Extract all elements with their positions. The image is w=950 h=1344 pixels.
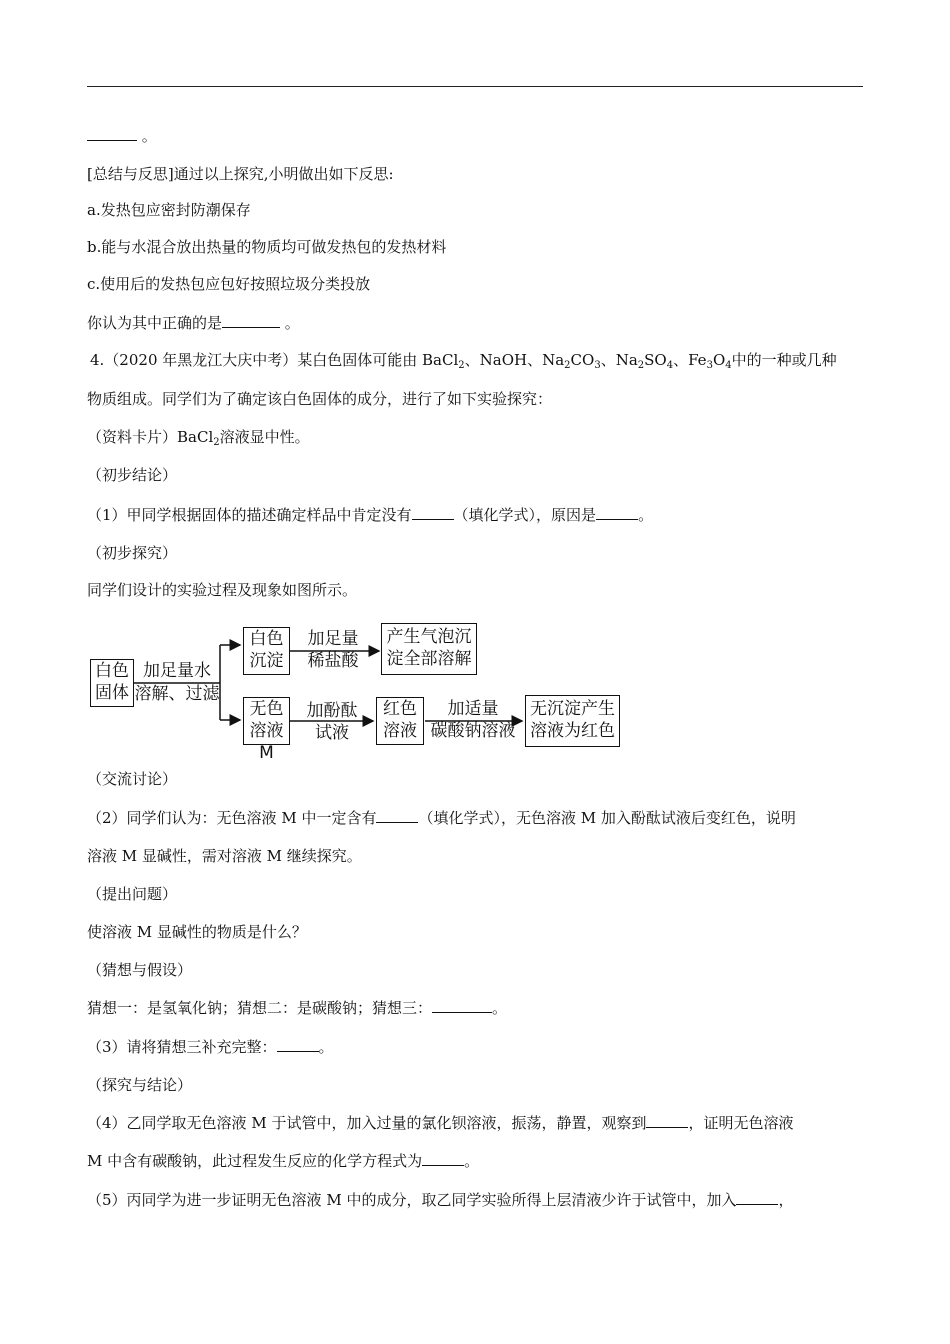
white-precipitate-box: 白色 沉淀	[243, 627, 290, 675]
part-5: （5）丙同学为进一步证明无色溶液 M 中的成分，取乙同学实验所得上层清液少许于试管中，加入 ，	[87, 1191, 794, 1209]
add-acid-label: 加足量 稀盐酸	[307, 629, 359, 671]
answer-blank[interactable]	[432, 998, 492, 1013]
answer-blank[interactable]	[412, 505, 454, 520]
question-4-line2: 物质组成。同学们为了确定该白色固体的成分，进行了如下实验探究：	[87, 390, 553, 408]
answer-blank[interactable]	[277, 1037, 319, 1052]
solution-m-box: 无色 溶液M	[243, 697, 290, 745]
part-4: （4）乙同学取无色溶液 M 于试管中，加入过量的氯化钡溶液，振荡，静置，观察到 ，证明无色溶液	[87, 1114, 794, 1132]
prelim-conclusion-heading: （初步结论）	[87, 466, 178, 484]
discussion-heading: （交流讨论）	[87, 770, 178, 788]
info-card: （资料卡片）BaCl$_2$溶液显中性。	[87, 428, 310, 448]
start-box: 白色 固体	[90, 659, 134, 707]
add-phenolphthalein-label: 加酚酞 试液	[306, 701, 358, 743]
option-c: c.使用后的发热包应包好按照垃圾分类投放	[87, 275, 371, 293]
result-red-box: 无沉淀产生 溶液为红色	[525, 695, 620, 747]
answer-line: 你认为其中正确的是 。	[87, 314, 300, 332]
answer-blank[interactable]	[376, 808, 418, 823]
question-4: 4.（2020 年黑龙江大庆中考）某白色固体可能由 BaCl$_2$、NaOH、$Na_2CO_3$、$Na_2SO_4$、$Fe_3O_4$中的一种或几种	[90, 351, 837, 371]
answer-blank[interactable]	[222, 313, 280, 328]
question-heading: （提出问题）	[87, 885, 178, 903]
header-rule	[87, 86, 863, 87]
red-solution-box: 红色 溶液	[376, 697, 424, 745]
experiment-flowchart	[90, 620, 630, 763]
answer-blank[interactable]	[87, 126, 137, 141]
part-2-line2: 溶液 M 显碱性，需对溶液 M 继续探究。	[87, 847, 362, 865]
summary-heading: [总结与反思]通过以上探究,小明做出如下反思:	[87, 165, 394, 183]
part-1: （1）甲同学根据固体的描述确定样品中肯定没有 （填化学式），原因是 。	[87, 506, 654, 524]
line-1: 。	[87, 126, 157, 146]
answer-blank[interactable]	[646, 1113, 688, 1128]
question-text: 使溶液 M 显碱性的物质是什么？	[87, 923, 307, 941]
option-a: a.发热包应密封防潮保存	[87, 201, 251, 219]
part-2: （2）同学们认为：无色溶液 M 中一定含有 （填化学式），无色溶液 M 加入酚酞试液后变红色，说明	[87, 809, 796, 827]
part-3: （3）请将猜想三补充完整： 。	[87, 1038, 334, 1056]
answer-blank[interactable]	[596, 505, 638, 520]
hypothesis-heading: （猜想与假设）	[87, 961, 193, 979]
step-dissolve-label: 加足量水 溶解、过滤	[134, 661, 220, 704]
prelim-explore-heading: （初步探究）	[87, 544, 178, 562]
answer-blank[interactable]	[736, 1190, 778, 1205]
conclusion-heading: （探究与结论）	[87, 1076, 193, 1094]
result-bubbles-box: 产生气泡沉 淀全部溶解	[381, 623, 477, 675]
hypothesis-text: 猜想一：是氢氧化钠；猜想二：是碳酸钠；猜想三： 。	[87, 999, 508, 1017]
part-4-line2: M 中含有碳酸钠，此过程发生反应的化学方程式为 。	[87, 1152, 480, 1170]
answer-blank[interactable]	[422, 1151, 464, 1166]
explore-text: 同学们设计的实验过程及现象如图所示。	[87, 581, 358, 599]
option-b: b.能与水混合放出热量的物质均可做发热包的发热材料	[87, 238, 447, 256]
add-sodium-carbonate-label: 加适量 碳酸钠溶液	[430, 699, 516, 741]
